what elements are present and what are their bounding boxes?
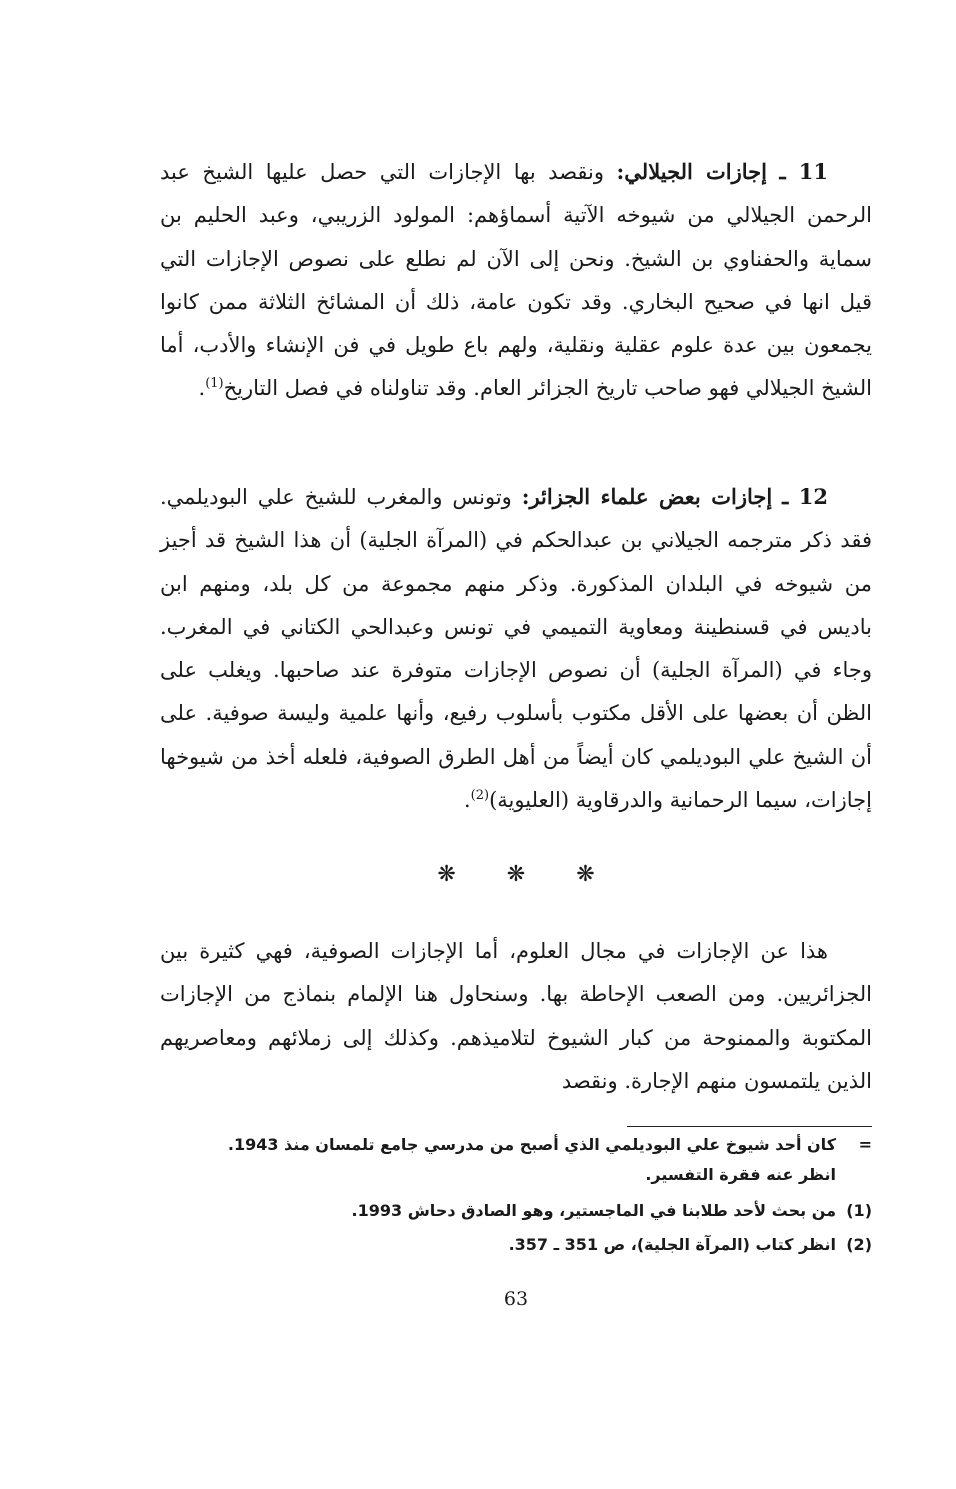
section-separator (160, 862, 872, 887)
footnote-marker: = (858, 1135, 872, 1154)
page-number: 63 (503, 1288, 529, 1310)
section-12-paragraph (160, 475, 872, 822)
footnote-marker: (2) (846, 1235, 872, 1254)
section-11-paragraph (160, 150, 872, 411)
section-12-heading: إجازات بعض علماء الجزائر: (521, 484, 773, 509)
footnote-ref-2: (2) (470, 788, 490, 804)
footnote-divider (627, 1126, 872, 1127)
separator-star: ❋ (437, 862, 456, 887)
body-paragraph: هذا عن الإجازات في مجال العلوم، أما الإجازات الصوفية، فهي كثيرة بين الجزائريين. ومن الصعب الإحاطة بها. وسنحاول هنا الإلمام بنماذج من الإجازات المكتوبة والممنوحة من كبار الشيوخ لتلاميذهم. وكذلك إلى زملائهم ومعاصريهم الذين يلتمسون منهم الإجارة. ونقصد (160, 939, 872, 1093)
footnote-text: انظر عنه فقرة التفسير. (645, 1165, 836, 1184)
footnote-ref-1: (1) (205, 376, 224, 392)
section-11-heading: إجازات الجيلالي: (616, 159, 767, 184)
book-page (160, 150, 872, 1470)
footnote-2 (160, 1230, 872, 1260)
section-12-body: وتونس والمغرب للشيخ علي البوديلمي. فقد ذكر مترجمه الجيلاني بن عبدالحكم في (المرآة الجلية) أن هذا الشيخ قد أجيز من شيوخه في البلدان المذكورة. وذكر منهم مجموعة من كل بلد، ومنهم ابن باديس في قسنطينة ومعاوية التميمي في تونس وعبدالحي الكتاني في المغرب. وجاء في (المرآة الجلية) أن نصوص الإجازات متوفرة عند صاحبها. ويغلب على الظن أن بعضها على الأقل مكتوب بأسلوب رفيع، وأنها علمية وليسة صوفية. على أن الشيخ علي البوديلمي كان أيضاً من أهل الطرق الصوفية، فلعله أخذ من شيوخها إجازات، سيما الرحمانية والدرقاوية (العليوية) (160, 485, 872, 813)
section-12-number: 12 ـ (782, 484, 828, 509)
section-11-end: . (198, 376, 206, 401)
section-11-body: ونقصد بها الإجازات التي حصل عليها الشيخ عبد الرحمن الجيلالي من شيوخه الآتية أسماؤهم: المولود الزريبي، وعبد الحليم بن سماية والحفناوي بن الشيخ. ونحن إلى الآن لم نطلع على نصوص الإجازات التي قيل انها في صحيح البخاري. وقد تكون عامة، ذلك أن المشائخ الثلاثة ممن كانوا يجمعون بين عدة علوم عقلية ونقلية، ولهم باع طويل في فن الإنشاء والأدب، أما الشيخ الجيلالي فهو صاحب تاريخ الجزائر العام. وقد تناولناه في فصل التاريخ (160, 160, 872, 401)
footnote-text: كان أحد شيوخ علي البوديلمي الذي أصبح من مدرسي جامع تلمسان منذ 1943. (227, 1135, 836, 1154)
footnote-continued (160, 1130, 872, 1190)
section-11-number: 11 ـ (779, 159, 828, 184)
separator-star: ❋ (506, 862, 526, 887)
footnote-text: من بحث لأحد طلابنا في الماجستير، وهو الصادق دحاش 1993. (351, 1201, 836, 1220)
section-12-end: . (463, 788, 471, 813)
footnote-1 (160, 1196, 872, 1226)
footnote-text: انظر كتاب (المرآة الجلية)، ص 351 ـ 357. (508, 1235, 836, 1254)
separator-star: ❋ (576, 862, 595, 887)
footnote-marker: (1) (846, 1201, 872, 1220)
